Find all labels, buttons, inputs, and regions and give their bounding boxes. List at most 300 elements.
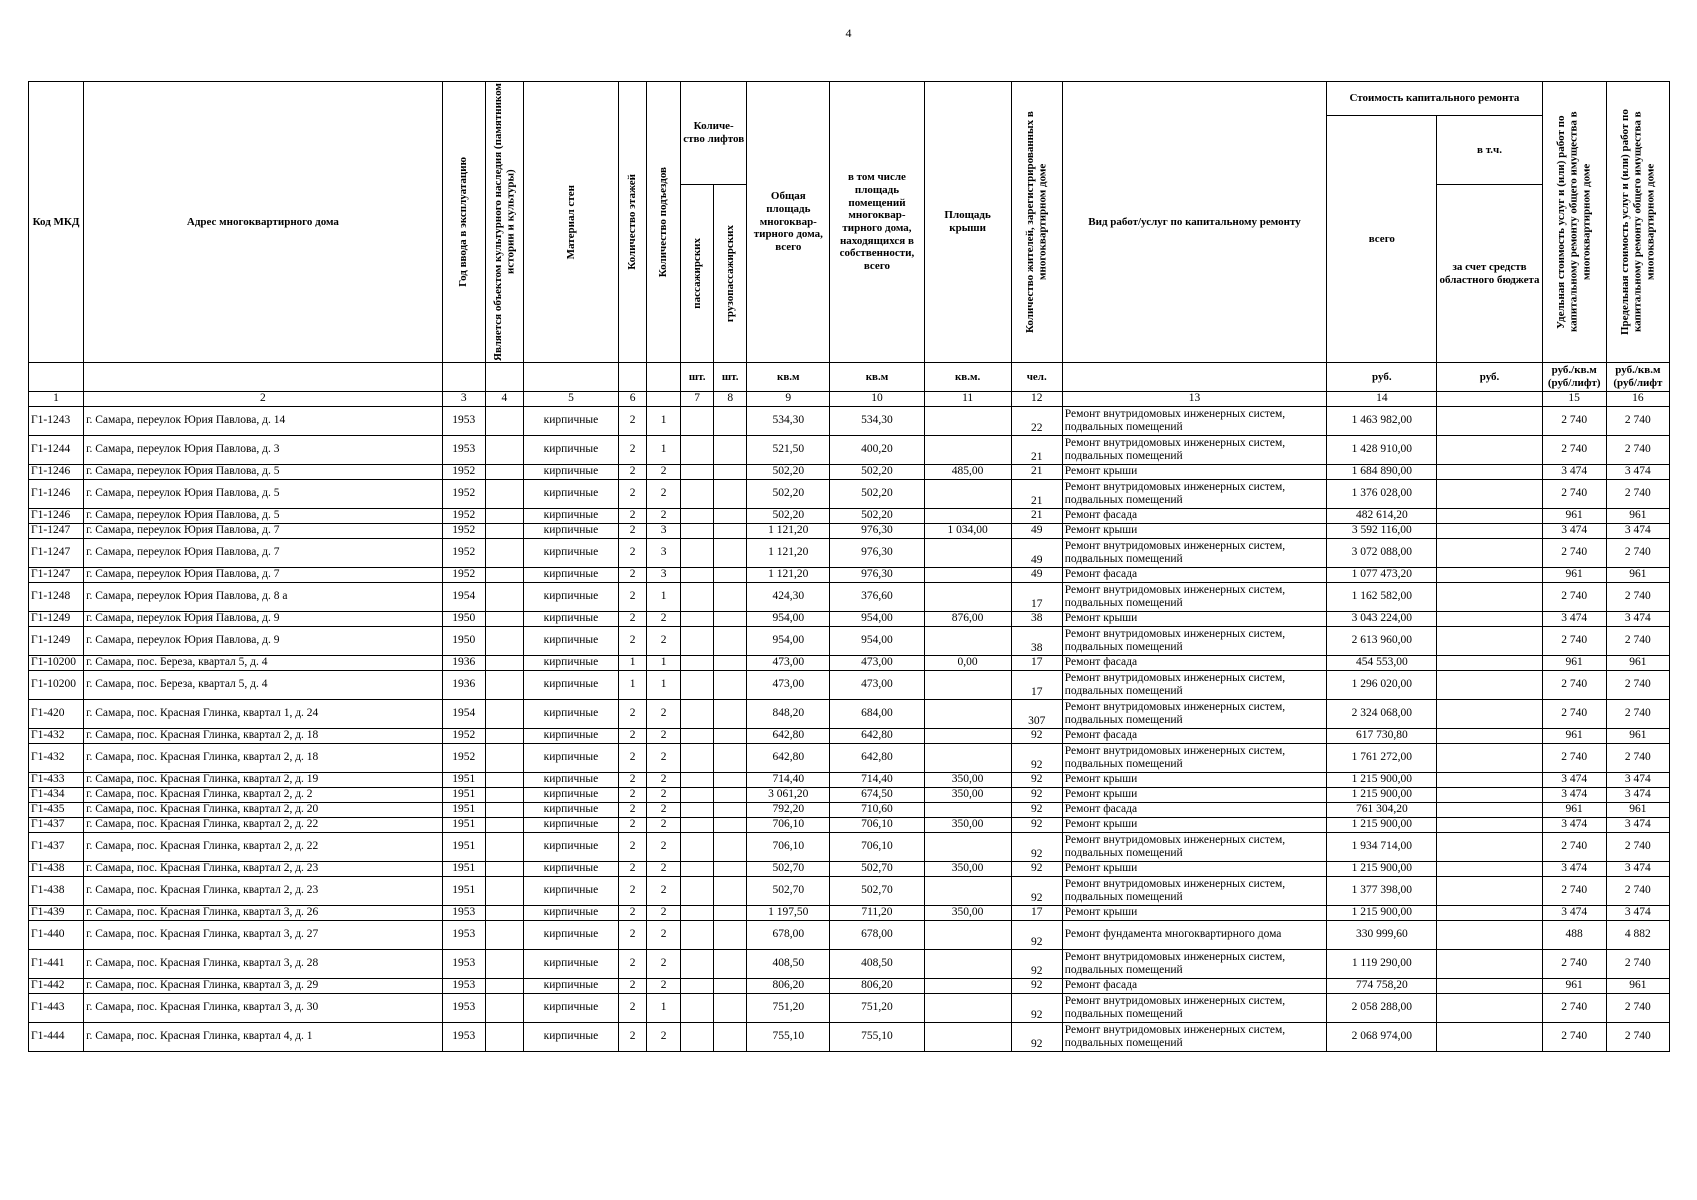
cell-material: кирпичные — [523, 700, 618, 729]
cell-material: кирпичные — [523, 407, 618, 436]
cell-area-owned: 502,70 — [830, 877, 924, 906]
cell-entrances: 2 — [647, 700, 681, 729]
cell-limit-cost: 3 474 — [1606, 906, 1669, 921]
cell-floors: 2 — [619, 583, 647, 612]
cell-roof-area — [924, 480, 1011, 509]
cell-entrances: 2 — [647, 788, 681, 803]
cell-lifts-cargo — [714, 1023, 747, 1052]
cell-kod: Г1-10200 — [29, 671, 84, 700]
cell-cost-total: 617 730,80 — [1327, 729, 1437, 744]
cell-residents: 21 — [1011, 480, 1062, 509]
cell-year: 1951 — [442, 788, 485, 803]
table-row — [29, 833, 1670, 862]
cell-entrances: 2 — [647, 627, 681, 656]
cell-limit-cost: 3 474 — [1606, 612, 1669, 627]
cell-heritage — [485, 524, 523, 539]
cell-floors: 2 — [619, 509, 647, 524]
header-cost: Стоимость капитального ремонта — [1327, 82, 1542, 116]
cell-area-total: 706,10 — [747, 818, 830, 833]
column-number: 7 — [681, 392, 714, 407]
cell-cost-regional — [1437, 612, 1542, 627]
cell-area-total: 954,00 — [747, 627, 830, 656]
cell-heritage — [485, 465, 523, 480]
cell-lifts-passenger — [681, 921, 714, 950]
cell-limit-cost: 2 740 — [1606, 994, 1669, 1023]
cell-lifts-passenger — [681, 539, 714, 568]
cell-heritage — [485, 729, 523, 744]
cell-area-owned: 706,10 — [830, 818, 924, 833]
cell-floors: 2 — [619, 436, 647, 465]
cell-lifts-passenger — [681, 818, 714, 833]
cell-roof-area — [924, 979, 1011, 994]
header-kod: Код МКД — [29, 82, 84, 363]
cell-lifts-cargo — [714, 877, 747, 906]
cell-specific-cost: 2 740 — [1542, 407, 1606, 436]
table-row — [29, 744, 1670, 773]
header-address: Адрес многоквартирного дома — [84, 82, 443, 363]
cell-area-owned: 976,30 — [830, 524, 924, 539]
cell-lifts-cargo — [714, 921, 747, 950]
cell-area-owned: 400,20 — [830, 436, 924, 465]
cell-material: кирпичные — [523, 1023, 618, 1052]
cell-year: 1952 — [442, 465, 485, 480]
cell-kod: Г1-437 — [29, 818, 84, 833]
cell-residents: 92 — [1011, 729, 1062, 744]
cell-residents: 92 — [1011, 818, 1062, 833]
header-limit-cost: Предельная стоимость услуг и (или) работ по капитальному ремонту общего имущества в многоквартирном доме — [1606, 82, 1669, 363]
cell-cost-total: 1 296 020,00 — [1327, 671, 1437, 700]
cell-entrances: 2 — [647, 612, 681, 627]
header-cost-regional: за счет средств областного бюджета — [1437, 185, 1542, 363]
cell-area-owned: 408,50 — [830, 950, 924, 979]
cell-lifts-cargo — [714, 788, 747, 803]
cell-heritage — [485, 818, 523, 833]
cell-cost-total: 1 463 982,00 — [1327, 407, 1437, 436]
cell-limit-cost: 961 — [1606, 979, 1669, 994]
column-number: 3 — [442, 392, 485, 407]
cell-material: кирпичные — [523, 862, 618, 877]
cell-address: г. Самара, пос. Береза, квартал 5, д. 4 — [84, 656, 443, 671]
cell-entrances: 2 — [647, 818, 681, 833]
cell-work-type: Ремонт фасада — [1062, 509, 1326, 524]
cell-heritage — [485, 509, 523, 524]
cell-address: г. Самара, переулок Юрия Павлова, д. 3 — [84, 436, 443, 465]
table-row — [29, 818, 1670, 833]
cell-heritage — [485, 877, 523, 906]
cell-year: 1952 — [442, 539, 485, 568]
cell-lifts-passenger — [681, 480, 714, 509]
cell-specific-cost: 2 740 — [1542, 480, 1606, 509]
unit-sqm: кв.м — [830, 363, 924, 392]
unit-pcs: шт. — [681, 363, 714, 392]
cell-residents: 21 — [1011, 436, 1062, 465]
cell-specific-cost: 2 740 — [1542, 671, 1606, 700]
cell-floors: 2 — [619, 994, 647, 1023]
cell-address: г. Самара, переулок Юрия Павлова, д. 5 — [84, 480, 443, 509]
cell-residents: 38 — [1011, 627, 1062, 656]
cell-lifts-cargo — [714, 773, 747, 788]
cell-residents: 49 — [1011, 524, 1062, 539]
cell-floors: 2 — [619, 627, 647, 656]
cell-lifts-cargo — [714, 818, 747, 833]
cell-address: г. Самара, пос. Красная Глинка, квартал 3, д. 28 — [84, 950, 443, 979]
cell-limit-cost: 2 740 — [1606, 627, 1669, 656]
cell-lifts-passenger — [681, 773, 714, 788]
cell-area-owned: 751,20 — [830, 994, 924, 1023]
table-row — [29, 612, 1670, 627]
cell-lifts-passenger — [681, 744, 714, 773]
cell-address: г. Самара, пос. Красная Глинка, квартал 2, д. 2 — [84, 788, 443, 803]
header-heritage: Является объектом культурного наследия (памятником истории и культуры) — [485, 82, 523, 363]
cell-specific-cost: 961 — [1542, 729, 1606, 744]
cell-area-owned: 706,10 — [830, 833, 924, 862]
cell-year: 1952 — [442, 509, 485, 524]
cell-year: 1951 — [442, 862, 485, 877]
cell-heritage — [485, 994, 523, 1023]
cell-lifts-passenger — [681, 862, 714, 877]
cell-address: г. Самара, пос. Красная Глинка, квартал 4, д. 1 — [84, 1023, 443, 1052]
cell-floors: 2 — [619, 862, 647, 877]
column-number: 10 — [830, 392, 924, 407]
cell-lifts-cargo — [714, 436, 747, 465]
cell-specific-cost: 961 — [1542, 979, 1606, 994]
cell-cost-regional — [1437, 803, 1542, 818]
cell-roof-area: 350,00 — [924, 862, 1011, 877]
cell-heritage — [485, 539, 523, 568]
cell-lifts-cargo — [714, 539, 747, 568]
cell-material: кирпичные — [523, 729, 618, 744]
cell-floors: 2 — [619, 744, 647, 773]
cell-residents: 92 — [1011, 979, 1062, 994]
cell-area-owned: 502,20 — [830, 509, 924, 524]
table-row — [29, 979, 1670, 994]
cell-lifts-passenger — [681, 612, 714, 627]
cell-specific-cost: 2 740 — [1542, 539, 1606, 568]
cell-cost-regional — [1437, 480, 1542, 509]
column-number: 16 — [1606, 392, 1669, 407]
cell-address: г. Самара, переулок Юрия Павлова, д. 5 — [84, 465, 443, 480]
cell-cost-regional — [1437, 539, 1542, 568]
cell-limit-cost: 2 740 — [1606, 480, 1669, 509]
cell-address: г. Самара, пос. Красная Глинка, квартал 3, д. 27 — [84, 921, 443, 950]
cell-year: 1936 — [442, 671, 485, 700]
cell-material: кирпичные — [523, 833, 618, 862]
cell-entrances: 2 — [647, 921, 681, 950]
cell-work-type: Ремонт внутридомовых инженерных систем, подвальных помещений — [1062, 833, 1326, 862]
table-row — [29, 671, 1670, 700]
cell-heritage — [485, 744, 523, 773]
cell-specific-cost: 3 474 — [1542, 524, 1606, 539]
table-row — [29, 877, 1670, 906]
cell-lifts-cargo — [714, 627, 747, 656]
cell-specific-cost: 2 740 — [1542, 583, 1606, 612]
cell-floors: 2 — [619, 906, 647, 921]
cell-work-type: Ремонт внутридомовых инженерных систем, подвальных помещений — [1062, 877, 1326, 906]
cell-floors: 2 — [619, 833, 647, 862]
cell-area-total: 954,00 — [747, 612, 830, 627]
cell-work-type: Ремонт крыши — [1062, 612, 1326, 627]
cell-area-total: 1 121,20 — [747, 524, 830, 539]
cell-heritage — [485, 407, 523, 436]
cell-kod: Г1-435 — [29, 803, 84, 818]
cell-area-owned: 642,80 — [830, 729, 924, 744]
cell-material: кирпичные — [523, 773, 618, 788]
cell-kod: Г1-438 — [29, 862, 84, 877]
cell-heritage — [485, 979, 523, 994]
cell-cost-total: 2 068 974,00 — [1327, 1023, 1437, 1052]
cell-lifts-cargo — [714, 994, 747, 1023]
cell-area-total: 534,30 — [747, 407, 830, 436]
cell-cost-total: 454 553,00 — [1327, 656, 1437, 671]
cell-work-type: Ремонт фасада — [1062, 568, 1326, 583]
table-row — [29, 524, 1670, 539]
cell-address: г. Самара, пос. Красная Глинка, квартал 2, д. 23 — [84, 862, 443, 877]
cell-area-total: 806,20 — [747, 979, 830, 994]
cell-kod: Г1-434 — [29, 788, 84, 803]
cell-year: 1953 — [442, 906, 485, 921]
cell-limit-cost: 3 474 — [1606, 465, 1669, 480]
cell-area-total: 521,50 — [747, 436, 830, 465]
cell-entrances: 2 — [647, 950, 681, 979]
cell-material: кирпичные — [523, 803, 618, 818]
cell-specific-cost: 2 740 — [1542, 627, 1606, 656]
cell-residents: 92 — [1011, 862, 1062, 877]
column-number: 12 — [1011, 392, 1062, 407]
table-row — [29, 788, 1670, 803]
cell-area-total: 502,70 — [747, 877, 830, 906]
table-body — [29, 392, 1670, 1052]
cell-specific-cost: 961 — [1542, 568, 1606, 583]
cell-lifts-passenger — [681, 877, 714, 906]
cell-area-owned: 711,20 — [830, 906, 924, 921]
cell-cost-regional — [1437, 921, 1542, 950]
cell-roof-area — [924, 1023, 1011, 1052]
cell-specific-cost: 2 740 — [1542, 994, 1606, 1023]
column-number — [1437, 392, 1542, 407]
cell-heritage — [485, 833, 523, 862]
table-row — [29, 583, 1670, 612]
cell-year: 1952 — [442, 568, 485, 583]
cell-lifts-passenger — [681, 465, 714, 480]
cell-year: 1951 — [442, 803, 485, 818]
cell-material: кирпичные — [523, 436, 618, 465]
cell-specific-cost: 3 474 — [1542, 862, 1606, 877]
unit-rub-per-sqm: руб./кв.м (руб/лифт) — [1542, 363, 1606, 392]
cell-material: кирпичные — [523, 921, 618, 950]
cell-roof-area: 350,00 — [924, 788, 1011, 803]
header-cost-total: всего — [1327, 116, 1437, 363]
cell-kod: Г1-1249 — [29, 627, 84, 656]
cell-cost-total: 3 072 088,00 — [1327, 539, 1437, 568]
cell-specific-cost: 961 — [1542, 656, 1606, 671]
table-row — [29, 994, 1670, 1023]
cell-heritage — [485, 656, 523, 671]
cell-work-type: Ремонт фасада — [1062, 729, 1326, 744]
cell-cost-regional — [1437, 568, 1542, 583]
header-work-type: Вид работ/услуг по капитальному ремонту — [1062, 82, 1326, 363]
cell-area-total: 502,20 — [747, 465, 830, 480]
cell-kod: Г1-1246 — [29, 465, 84, 480]
cell-heritage — [485, 568, 523, 583]
table-row — [29, 407, 1670, 436]
cell-entrances: 2 — [647, 877, 681, 906]
cell-specific-cost: 961 — [1542, 803, 1606, 818]
cell-cost-regional — [1437, 979, 1542, 994]
table-row — [29, 627, 1670, 656]
cell-cost-regional — [1437, 700, 1542, 729]
unit-rub: руб. — [1327, 363, 1437, 392]
cell-floors: 2 — [619, 877, 647, 906]
cell-material: кирпичные — [523, 524, 618, 539]
cell-work-type: Ремонт внутридомовых инженерных систем, подвальных помещений — [1062, 539, 1326, 568]
unit-sqm: кв.м — [747, 363, 830, 392]
cell-limit-cost: 2 740 — [1606, 436, 1669, 465]
cell-specific-cost: 3 474 — [1542, 773, 1606, 788]
cell-work-type: Ремонт крыши — [1062, 862, 1326, 877]
cell-lifts-cargo — [714, 862, 747, 877]
cell-lifts-passenger — [681, 1023, 714, 1052]
cell-material: кирпичные — [523, 979, 618, 994]
cell-residents: 21 — [1011, 509, 1062, 524]
cell-limit-cost: 2 740 — [1606, 744, 1669, 773]
column-number — [647, 392, 681, 407]
table-row — [29, 862, 1670, 877]
column-number: 1 — [29, 392, 84, 407]
cell-limit-cost: 961 — [1606, 509, 1669, 524]
cell-entrances: 1 — [647, 583, 681, 612]
cell-work-type: Ремонт внутридомовых инженерных систем, подвальных помещений — [1062, 407, 1326, 436]
cell-residents: 17 — [1011, 671, 1062, 700]
cell-work-type: Ремонт внутридомовых инженерных систем, подвальных помещений — [1062, 583, 1326, 612]
cell-limit-cost: 3 474 — [1606, 788, 1669, 803]
cell-cost-regional — [1437, 407, 1542, 436]
header-material: Материал стен — [523, 82, 618, 363]
cell-limit-cost: 961 — [1606, 803, 1669, 818]
cell-specific-cost: 2 740 — [1542, 700, 1606, 729]
cell-entrances: 1 — [647, 994, 681, 1023]
cell-area-owned: 502,20 — [830, 480, 924, 509]
cell-entrances: 1 — [647, 436, 681, 465]
cell-address: г. Самара, пос. Красная Глинка, квартал 1, д. 24 — [84, 700, 443, 729]
cell-kod: Г1-443 — [29, 994, 84, 1023]
cell-heritage — [485, 671, 523, 700]
cell-specific-cost: 2 740 — [1542, 436, 1606, 465]
table-row — [29, 656, 1670, 671]
cell-roof-area — [924, 509, 1011, 524]
cell-area-owned: 710,60 — [830, 803, 924, 818]
cell-roof-area — [924, 921, 1011, 950]
cell-entrances: 2 — [647, 1023, 681, 1052]
cell-lifts-passenger — [681, 729, 714, 744]
cell-heritage — [485, 436, 523, 465]
cell-cost-regional — [1437, 627, 1542, 656]
cell-kod: Г1-1246 — [29, 480, 84, 509]
cell-residents: 92 — [1011, 877, 1062, 906]
cell-floors: 2 — [619, 480, 647, 509]
cell-entrances: 1 — [647, 671, 681, 700]
cell-material: кирпичные — [523, 539, 618, 568]
cell-kod: Г1-10200 — [29, 656, 84, 671]
cell-residents: 92 — [1011, 788, 1062, 803]
cell-work-type: Ремонт внутридомовых инженерных систем, подвальных помещений — [1062, 671, 1326, 700]
cell-entrances: 3 — [647, 568, 681, 583]
cell-cost-total: 1 215 900,00 — [1327, 818, 1437, 833]
cell-limit-cost: 2 740 — [1606, 583, 1669, 612]
cell-cost-regional — [1437, 524, 1542, 539]
cell-kod: Г1-437 — [29, 833, 84, 862]
cell-lifts-passenger — [681, 700, 714, 729]
cell-year: 1953 — [442, 950, 485, 979]
cell-lifts-cargo — [714, 656, 747, 671]
cell-cost-regional — [1437, 729, 1542, 744]
cell-area-total: 473,00 — [747, 671, 830, 700]
table-row — [29, 509, 1670, 524]
cell-lifts-cargo — [714, 480, 747, 509]
cell-year: 1951 — [442, 877, 485, 906]
cell-specific-cost: 2 740 — [1542, 833, 1606, 862]
cell-cost-regional — [1437, 583, 1542, 612]
cell-year: 1953 — [442, 921, 485, 950]
cell-year: 1951 — [442, 773, 485, 788]
cell-kod: Г1-441 — [29, 950, 84, 979]
cell-work-type: Ремонт внутридомовых инженерных систем, подвальных помещений — [1062, 436, 1326, 465]
cell-year: 1950 — [442, 612, 485, 627]
cell-work-type: Ремонт внутридомовых инженерных систем, подвальных помещений — [1062, 700, 1326, 729]
cell-work-type: Ремонт фасада — [1062, 656, 1326, 671]
cell-lifts-passenger — [681, 509, 714, 524]
cell-limit-cost: 2 740 — [1606, 539, 1669, 568]
cell-material: кирпичные — [523, 671, 618, 700]
cell-heritage — [485, 773, 523, 788]
cell-address: г. Самара, пос. Красная Глинка, квартал 2, д. 23 — [84, 877, 443, 906]
cell-kod: Г1-1244 — [29, 436, 84, 465]
cell-kod: Г1-1247 — [29, 568, 84, 583]
cell-heritage — [485, 612, 523, 627]
header-lifts-passenger: пассажирских — [681, 185, 714, 363]
cell-floors: 2 — [619, 729, 647, 744]
cell-floors: 2 — [619, 568, 647, 583]
cell-material: кирпичные — [523, 994, 618, 1023]
table-row — [29, 906, 1670, 921]
cell-limit-cost: 3 474 — [1606, 862, 1669, 877]
cell-heritage — [485, 950, 523, 979]
cell-area-total: 714,40 — [747, 773, 830, 788]
cell-material: кирпичные — [523, 627, 618, 656]
cell-area-total: 1 121,20 — [747, 539, 830, 568]
cell-cost-total: 1 162 582,00 — [1327, 583, 1437, 612]
cell-area-owned: 954,00 — [830, 612, 924, 627]
cell-cost-regional — [1437, 1023, 1542, 1052]
table-row — [29, 568, 1670, 583]
cell-kod: Г1-440 — [29, 921, 84, 950]
cell-material: кирпичные — [523, 744, 618, 773]
cell-entrances: 2 — [647, 465, 681, 480]
cell-cost-total: 1 428 910,00 — [1327, 436, 1437, 465]
table-row — [29, 773, 1670, 788]
cell-floors: 2 — [619, 803, 647, 818]
cell-floors: 2 — [619, 524, 647, 539]
cell-work-type: Ремонт внутридомовых инженерных систем, подвальных помещений — [1062, 1023, 1326, 1052]
cell-limit-cost: 2 740 — [1606, 833, 1669, 862]
cell-limit-cost: 2 740 — [1606, 407, 1669, 436]
cell-material: кирпичные — [523, 509, 618, 524]
table-row — [29, 1023, 1670, 1052]
cell-cost-total: 1 684 890,00 — [1327, 465, 1437, 480]
cell-material: кирпичные — [523, 612, 618, 627]
cell-cost-regional — [1437, 994, 1542, 1023]
cell-entrances: 2 — [647, 979, 681, 994]
cell-area-total: 642,80 — [747, 729, 830, 744]
